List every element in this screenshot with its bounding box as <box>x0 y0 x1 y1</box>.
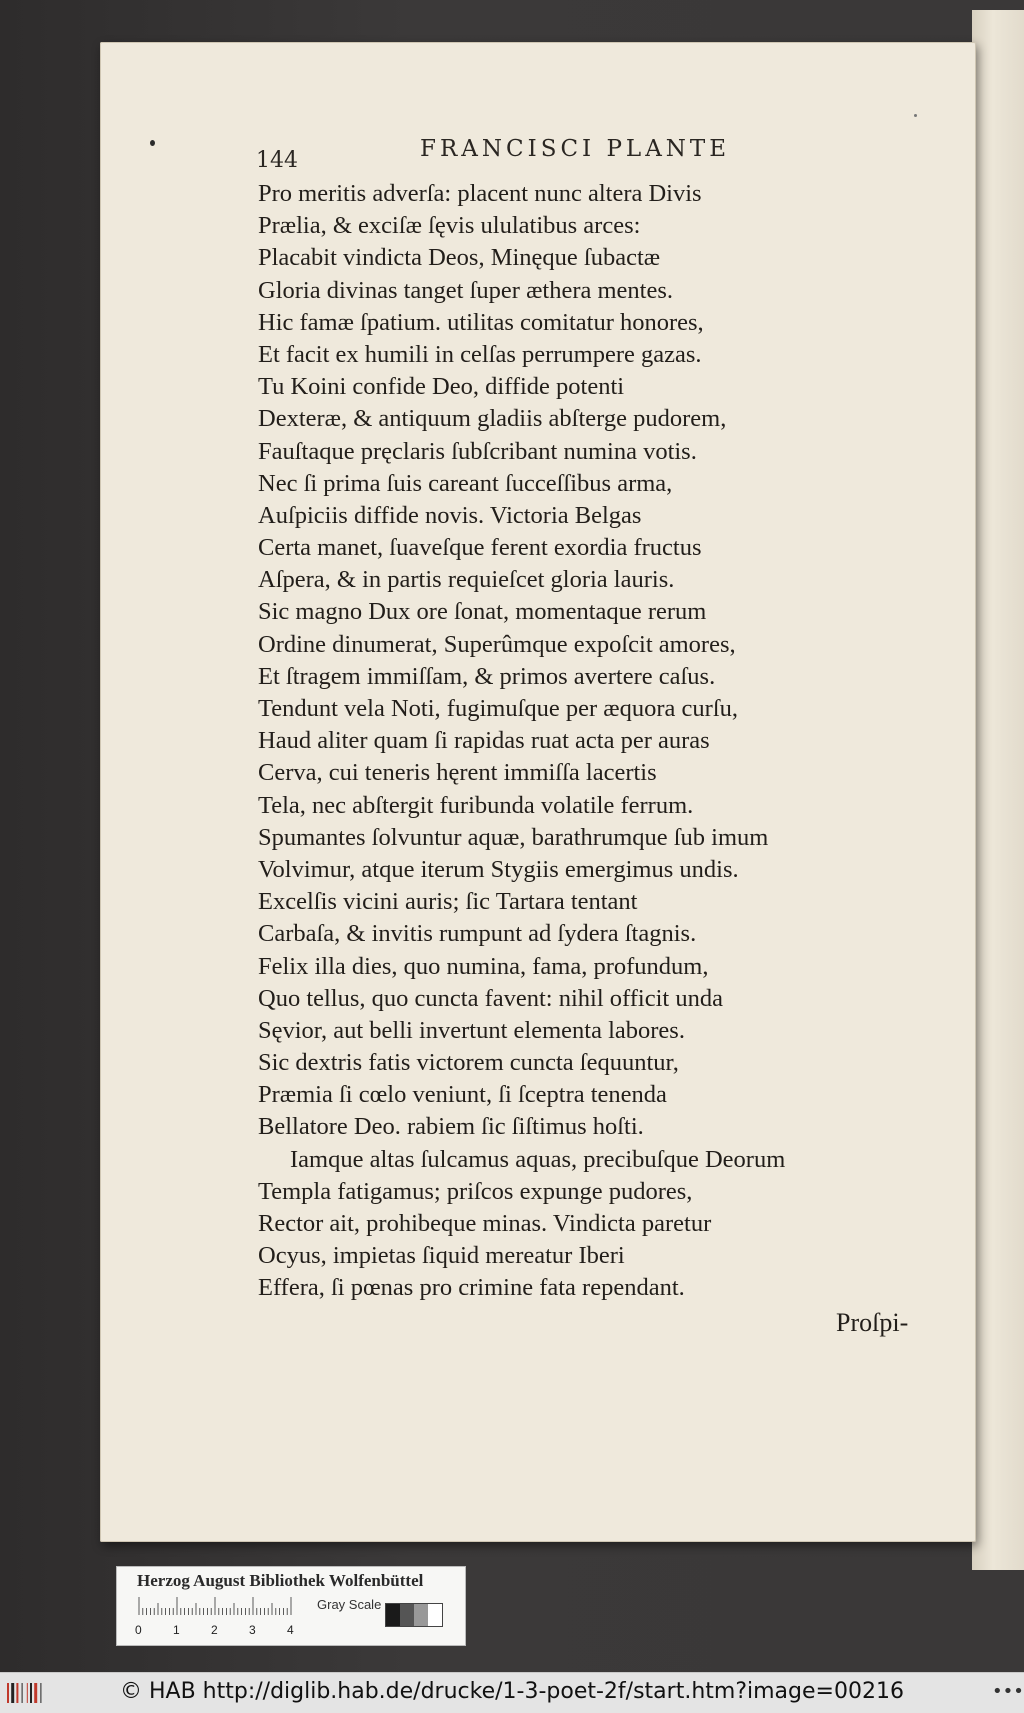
text-line: Haud aliter quam ſi rapidas ruat acta per auras <box>258 727 710 755</box>
scale-number: 2 <box>211 1623 218 1637</box>
text-line: Placabit vindicta Deos, Minęque ſubactæ <box>258 244 661 272</box>
library-name: Herzog August Bibliothek Wolfenbüttel <box>137 1571 424 1590</box>
text-line: Excelſis vicini auris; ſic Tartara tentant <box>258 888 638 916</box>
text-line: Bellatore Deo. rabiem ſic ſiſtimus hoſti. <box>258 1113 644 1141</box>
text-line: Aſpera, & in partis requieſcet gloria lauris. <box>258 566 675 594</box>
barcode-bar <box>16 1683 18 1703</box>
text-line: Pro meritis adverſa: placent nunc altera Divis <box>258 180 702 207</box>
library-label <box>116 1566 466 1646</box>
adjacent-page-edge <box>972 10 1024 1570</box>
text-line: Rector ait, prohibeque minas. Vindicta paretur <box>258 1210 712 1237</box>
grayscale-label: Gray Scale <box>317 1597 382 1612</box>
text-line: Carbaſa, & invitis rumpunt ad ſydera ſtagnis. <box>258 920 697 948</box>
text-line: Sęvior, aut belli invertunt elementa labores. <box>258 1016 685 1044</box>
scale-number: 1 <box>173 1623 180 1637</box>
text-line: Hic famæ ſpatium. utilitas comitatur honores, <box>258 308 704 336</box>
barcode-bar <box>11 1683 14 1703</box>
text-line: Spumantes ſolvuntur aquæ, barathrumque ſub imum <box>258 823 769 851</box>
status-bar <box>0 1672 1024 1713</box>
text-line: Ordine dinumerat, Superûmque expoſcit amores, <box>258 630 736 658</box>
text-line: Ocyus, impietas ſiquid mereatur Iberi <box>258 1242 625 1270</box>
status-url-text[interactable]: © HAB http://diglib.hab.de/drucke/1-3-poet-2f/start.htm?image=00216 <box>120 1679 904 1704</box>
text-line: Sic magno Dux ore ſonat, momentaque rerum <box>258 598 707 626</box>
text-line: Auſpiciis diffide novis. Victoria Belgas <box>258 501 642 529</box>
scale-ruler <box>137 1597 305 1615</box>
text-line: Fauſtaque pręclaris ſubſcribant numina votis. <box>258 437 697 465</box>
grayscale-swatch <box>400 1604 414 1626</box>
barcode-icon <box>6 1681 46 1705</box>
barcode-bar <box>34 1683 37 1703</box>
text-line: Dexteræ, & antiquum gladiis abſterge pudorem, <box>258 405 727 433</box>
grayscale-swatch <box>386 1604 400 1626</box>
text-line: Sic dextris fatis victorem cuncta ſequuntur, <box>258 1049 679 1077</box>
scale-number: 3 <box>249 1623 256 1637</box>
poem-text <box>258 178 918 1305</box>
text-line: Tela, nec abſtergit furibunda volatile ferrum. <box>258 791 694 819</box>
text-line: Iamque altas ſulcamus aquas, precibuſque Deorum <box>290 1145 786 1173</box>
more-icon[interactable]: ••• <box>992 1681 1024 1702</box>
grayscale-bar <box>385 1603 443 1627</box>
text-line: Effera, ſi pœnas pro crimine fata rependant. <box>258 1274 685 1302</box>
text-line: Præmia ſi cœlo veniunt, ſi ſceptra tenenda <box>258 1081 667 1109</box>
text-line: Tendunt vela Noti, fugimuſque per æquora curſu, <box>258 695 738 722</box>
running-head-title: FRANCISCI PLANTE <box>420 136 731 162</box>
barcode-bar <box>30 1683 32 1703</box>
text-line: Et facit ex humili in celſas perrumpere gazas. <box>258 340 702 368</box>
ink-spot <box>914 114 917 117</box>
barcode-bar <box>40 1683 41 1703</box>
page-number: 144 <box>256 148 298 173</box>
text-line: Tu Koini confide Deo, diffide potenti <box>258 373 625 401</box>
text-line: Felix illa dies, quo numina, fama, profundum, <box>258 952 709 980</box>
text-line: Templa fatigamus; priſcos expunge pudores, <box>258 1177 693 1205</box>
text-line: Gloria divinas tanget ſuper æthera mentes. <box>258 276 674 304</box>
text-line: Et ſtragem immiſſam, & primos avertere caſus. <box>258 662 716 690</box>
barcode-bar <box>27 1683 28 1703</box>
grayscale-swatch <box>414 1604 428 1626</box>
text-line: Nec ſi prima ſuis careant ſucceſſibus arma, <box>258 469 673 497</box>
text-line: Quo tellus, quo cuncta favent: nihil officit unda <box>258 984 723 1012</box>
running-head <box>256 136 796 172</box>
text-line: Cerva, cui teneris hęrent immiſſa lacertis <box>258 759 657 787</box>
barcode-bar <box>22 1683 23 1703</box>
barcode-bar <box>7 1683 9 1703</box>
catchword: Proſpi- <box>836 1308 909 1337</box>
text-line: Certa manet, ſuaveſque ferent exordia fructus <box>258 534 702 562</box>
grayscale-swatch <box>428 1604 442 1626</box>
ink-spot <box>150 140 155 146</box>
scale-number: 0 <box>135 1623 142 1637</box>
text-line: Prælia, & exciſæ ſęvis ululatibus arces: <box>258 212 641 240</box>
scale-number: 4 <box>287 1623 294 1637</box>
text-line: Volvimur, atque iterum Stygiis emergimus undis. <box>258 855 739 883</box>
